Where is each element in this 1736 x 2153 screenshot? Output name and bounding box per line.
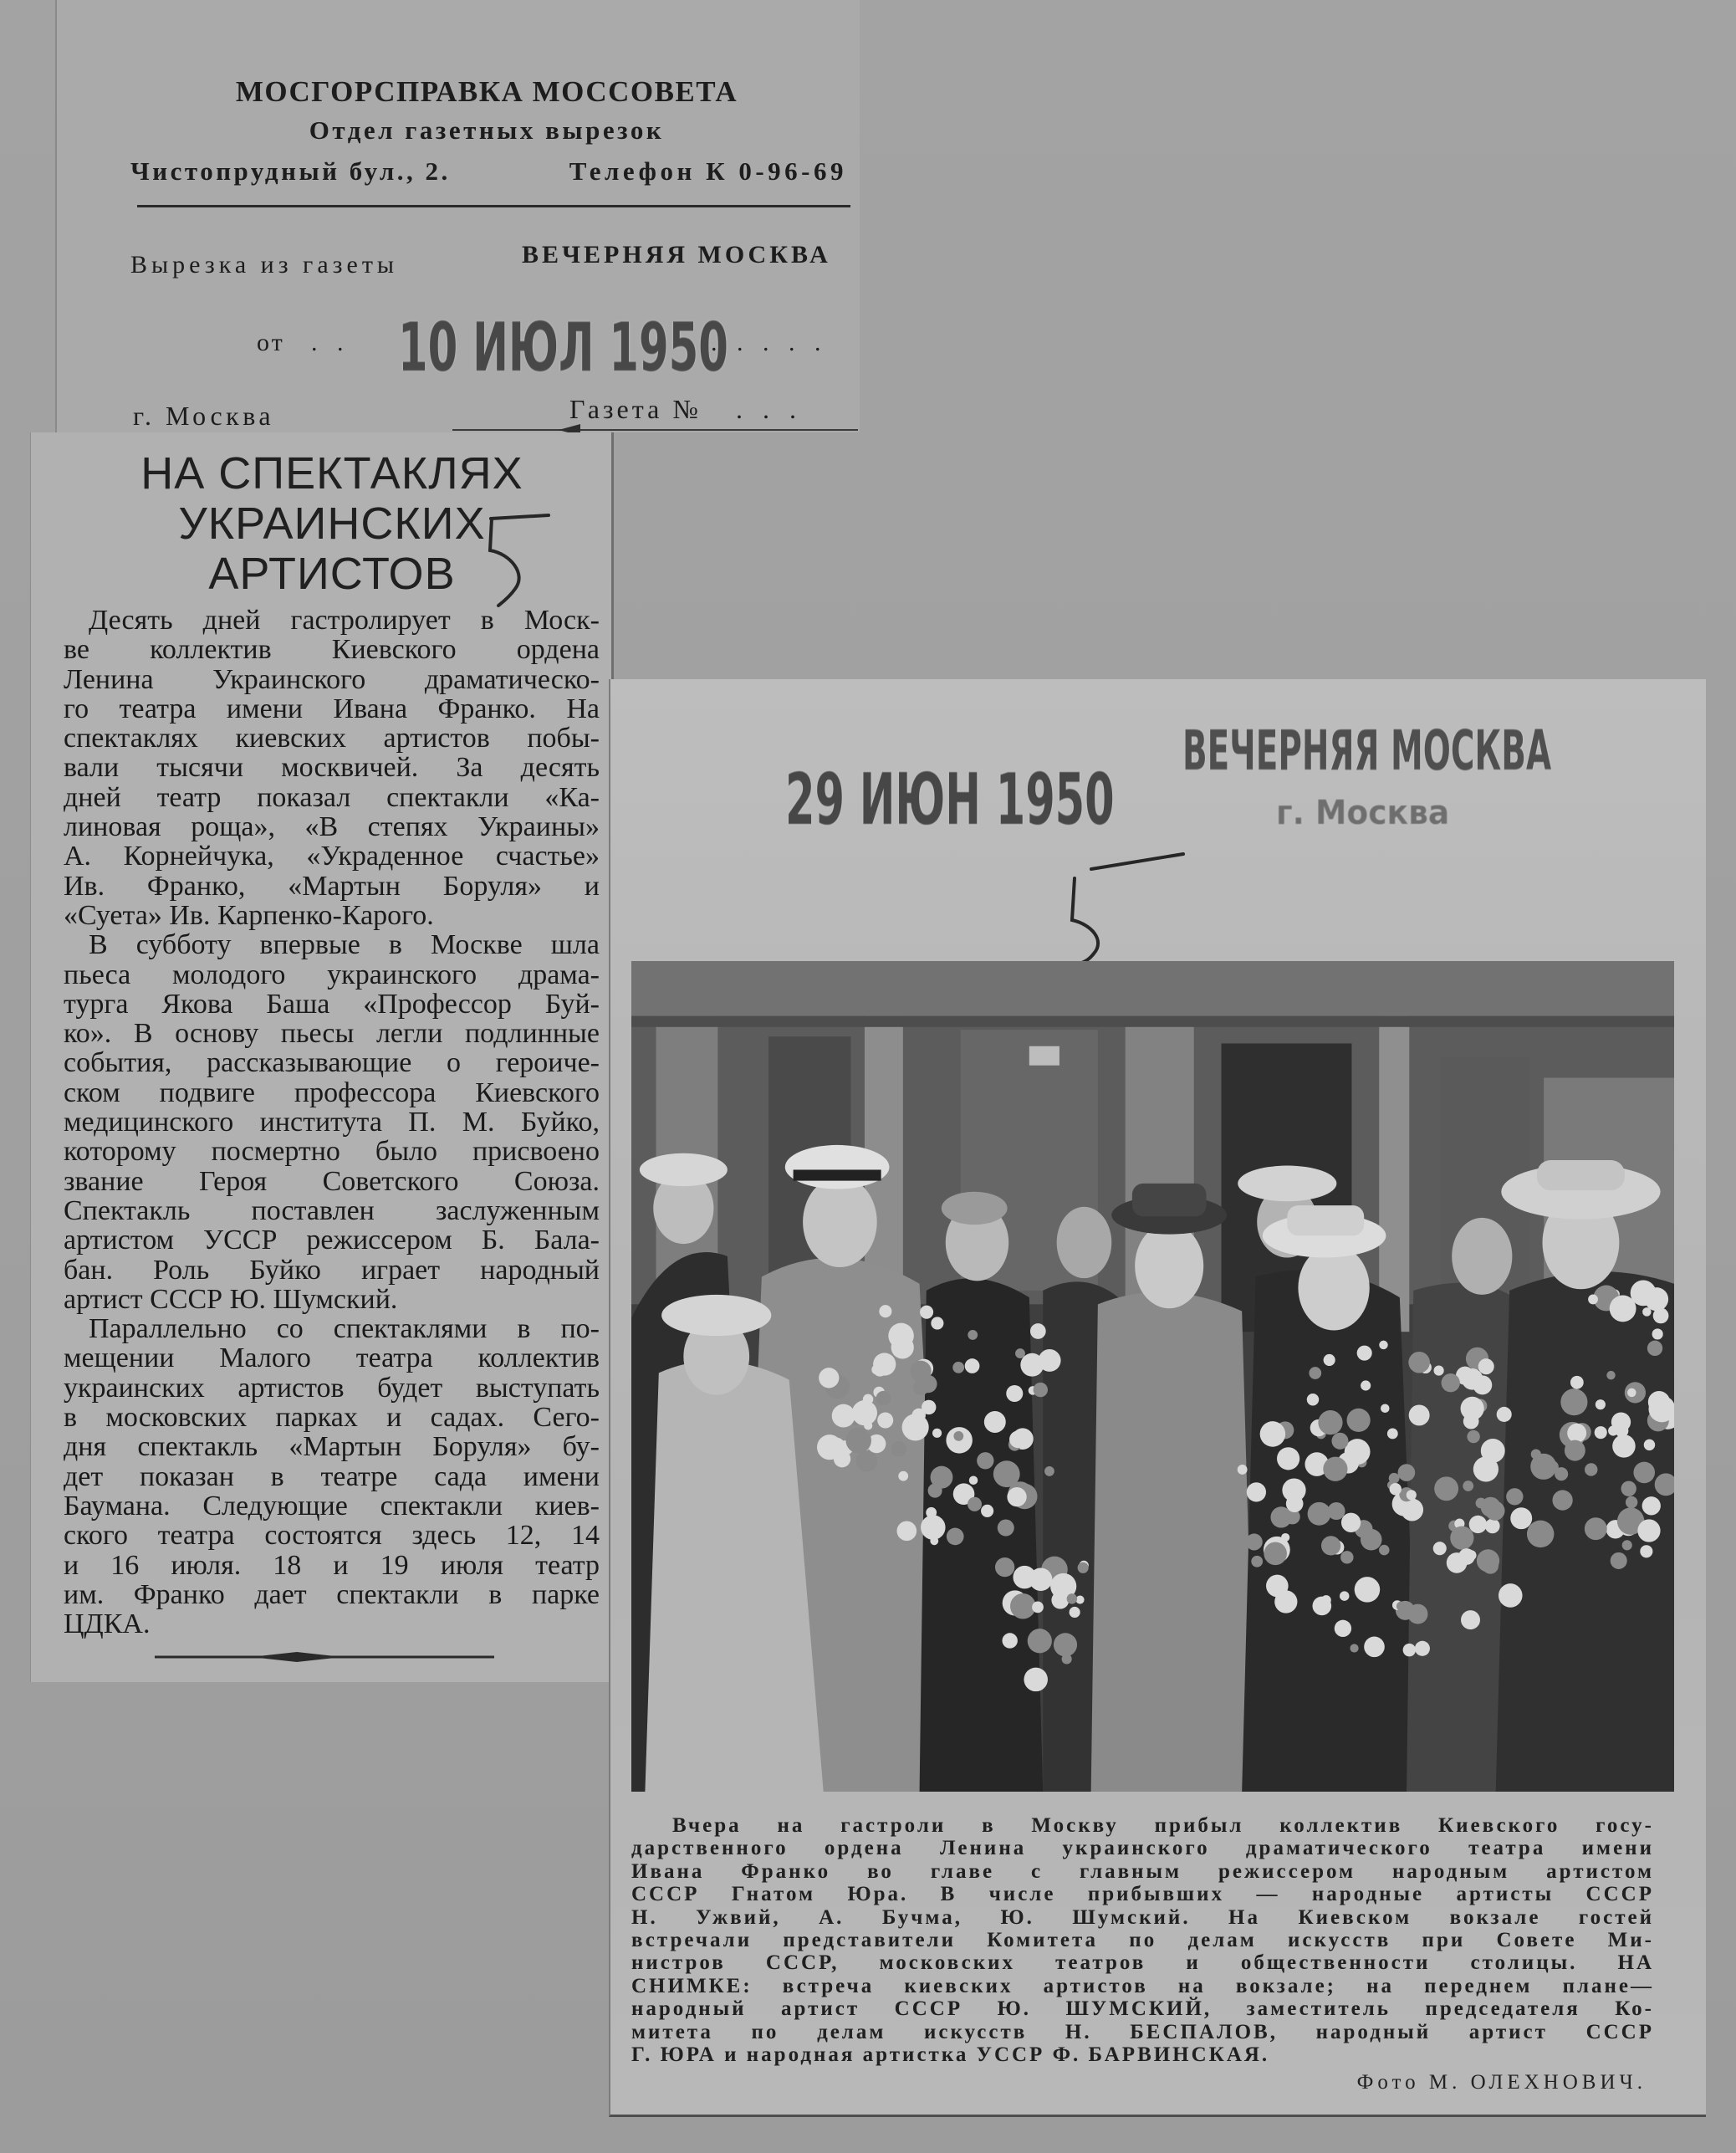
date-stamp: 29 ИЮН 1950: [785, 759, 1115, 841]
flower-blossom: [1648, 1395, 1674, 1422]
caption-line: СНИМКЕ: встреча киевских артистов на вокзале; на переднем плане—: [631, 1974, 1654, 1997]
flower-blossom: [1340, 1591, 1349, 1600]
flower-blossom: [1381, 1404, 1390, 1413]
flower-blossom: [1461, 1610, 1480, 1629]
date-stamp: 10 ИЮЛ 1950: [398, 309, 728, 386]
article-line: в московских парках и садах. Сего-: [64, 1402, 600, 1434]
flower-blossom: [1552, 1490, 1572, 1510]
flower-blossom: [1447, 1552, 1468, 1573]
flower-blossom: [1626, 1496, 1637, 1508]
flower-blossom: [1481, 1439, 1505, 1463]
flower-blossom: [856, 1450, 877, 1471]
flower-blossom: [1355, 1577, 1381, 1603]
flower-blossom: [1408, 1352, 1430, 1373]
form-bottom-rule: [452, 429, 858, 431]
flower-blossom: [1499, 1583, 1523, 1608]
caption-line: нистров СССР, московских театров и общественности столицы. НА: [631, 1951, 1654, 1975]
address: Чистопрудный бул., 2.: [130, 156, 451, 186]
issue-dots: . . .: [736, 394, 803, 424]
article-line: Десять дней гастролирует в Моск-: [89, 605, 600, 636]
flower-blossom: [1633, 1462, 1655, 1484]
flower-blossom: [1020, 1353, 1044, 1377]
flower-blossom: [1433, 1542, 1447, 1555]
flower-blossom: [1631, 1280, 1657, 1306]
city-stamp: г. Москва: [1276, 794, 1450, 832]
article-line: артистом УССР режиссером Б. Бала-: [64, 1225, 600, 1256]
flower-blossom: [1570, 1376, 1584, 1389]
flower-blossom: [1401, 1499, 1423, 1521]
flower-blossom: [1389, 1473, 1400, 1484]
article-line: вали тысячи москвичей. За десять: [64, 752, 600, 784]
flower-blossom: [1323, 1457, 1347, 1481]
flower-blossom: [1560, 1388, 1587, 1415]
flower-blossom: [931, 1317, 943, 1329]
caption-line: встречали представители Комитета по делам искусств при Совете Ми-: [631, 1928, 1654, 1951]
photo-image: [631, 961, 1674, 1792]
flower-blossom: [896, 1521, 917, 1541]
flower-blossom: [1555, 1467, 1568, 1481]
article-line: ского театра состоятся здесь 12, 14: [64, 1520, 600, 1552]
article-line: которому посмертно было присвоено: [64, 1136, 600, 1168]
city: г. Москва: [133, 401, 275, 431]
article-line: мещении Малого театра коллектив: [64, 1342, 600, 1374]
flower-blossom: [1567, 1424, 1586, 1443]
flower-blossom: [1611, 1413, 1631, 1432]
flower-blossom: [1463, 1481, 1473, 1491]
flower-blossom: [1032, 1602, 1044, 1613]
flower-blossom: [1345, 1439, 1371, 1465]
flower-blossom: [1029, 1567, 1053, 1591]
flower-blossom: [1044, 1466, 1054, 1476]
flower-blossom: [1647, 1341, 1662, 1356]
caption-line: народный артист СССР Ю. ШУМСКИЙ, заместитель председателя Ко-: [631, 1997, 1654, 2021]
flower-blossom: [1361, 1380, 1371, 1390]
flower-blossom: [1462, 1368, 1483, 1390]
flower-blossom: [1324, 1354, 1335, 1366]
caption-line: Г. ЮРА и народная артистка УССР Ф. БАРВИНСКАЯ.: [631, 2043, 1270, 2066]
flower-blossom: [1034, 1383, 1048, 1397]
flower-blossom: [1390, 1483, 1402, 1495]
article-line: линовая роща», «В степях Украины»: [64, 811, 600, 843]
flower-blossom: [819, 1368, 839, 1388]
form-divider: [137, 205, 850, 207]
flower-blossom: [1476, 1498, 1487, 1509]
handwritten-mark: [477, 502, 560, 611]
flower-blossom: [876, 1391, 891, 1406]
flower-blossom: [1308, 1502, 1331, 1526]
flower-blossom: [1531, 1449, 1541, 1459]
flower-blossom: [1565, 1440, 1585, 1461]
flower-blossom: [1270, 1506, 1291, 1527]
flower-blossom: [871, 1365, 881, 1375]
flower-blossom: [1379, 1545, 1389, 1555]
caption-line: Н. Ужвий, А. Бучма, Ю. Шумский. На Киевском вокзале гостей: [631, 1905, 1654, 1929]
article-line: Параллельно со спектаклями в по-: [89, 1313, 600, 1345]
caption-line: СССР Гнатом Юра. В числе прибывших — народные артисты СССР: [631, 1883, 1654, 1906]
flower-blossom: [1485, 1501, 1504, 1521]
flower-blossom: [926, 1507, 937, 1518]
article-line: А. Корнейчука, «Украденное счастье»: [64, 841, 600, 872]
flower-blossom: [1357, 1346, 1372, 1361]
photo: [631, 961, 1674, 1792]
flower-blossom: [1009, 1430, 1027, 1448]
flower-blossom: [1030, 1323, 1046, 1339]
flower-blossom: [1264, 1542, 1287, 1566]
article-line: украинских артистов будет выступать: [64, 1372, 600, 1404]
newspaper-stamp: ВЕЧЕРНЯЯ МОСКВА: [1182, 719, 1552, 783]
newspaper-name: ВЕЧЕРНЯЯ МОСКВА: [522, 241, 831, 268]
article-line: ском подвиге профессора Киевского: [64, 1076, 600, 1108]
flower-blossom: [1621, 1481, 1636, 1496]
flower-blossom: [877, 1413, 893, 1429]
flower-blossom: [995, 1557, 1014, 1577]
date-label: от: [257, 329, 285, 356]
flower-blossom: [1434, 1476, 1458, 1501]
flower-blossom: [1312, 1597, 1331, 1616]
issue-label: Газета №: [569, 394, 702, 424]
flower-blossom: [921, 1515, 946, 1540]
flower-blossom: [1028, 1629, 1052, 1653]
flower-blossom: [891, 1336, 914, 1358]
flower-blossom: [1266, 1575, 1289, 1598]
flower-blossom: [1006, 1385, 1023, 1402]
title-line: НА СПЕКТАКЛЯХ: [140, 448, 523, 499]
flower-blossom: [1070, 1607, 1080, 1618]
flower-blossom: [1387, 1429, 1398, 1440]
flower-blossom: [1485, 1519, 1500, 1534]
flower-blossom: [1347, 1409, 1371, 1432]
flower-blossom: [1350, 1644, 1358, 1652]
flower-blossom: [1611, 1552, 1627, 1569]
flower-blossom: [1450, 1527, 1473, 1550]
flower-blossom: [1078, 1562, 1089, 1573]
flower-blossom: [879, 1305, 891, 1317]
flower-blossom: [952, 1362, 964, 1373]
flower-blossom: [981, 1505, 993, 1517]
caption-line: Вчера на гастроли в Москву прибыл коллектив Киевского госу-: [672, 1814, 1654, 1837]
flower-blossom: [1408, 1604, 1428, 1624]
flower-blossom: [965, 1358, 980, 1373]
flower-blossom: [1398, 1464, 1416, 1481]
article-line: звание Героя Советского Союза.: [64, 1165, 600, 1197]
flower-blossom: [928, 1484, 942, 1498]
article-line: го театра имени Ивана Франко. На: [64, 693, 600, 724]
flower-blossom: [1054, 1633, 1077, 1656]
flower-blossom: [1622, 1540, 1632, 1550]
flower-blossom: [1478, 1358, 1494, 1374]
article-line: и 16 июля. 18 и 19 июля театр: [64, 1549, 600, 1581]
article-body: [64, 606, 600, 1639]
flower-blossom: [1309, 1367, 1321, 1379]
flower-blossom: [1477, 1549, 1499, 1572]
flower-blossom: [1331, 1433, 1348, 1450]
flower-blossom: [1434, 1366, 1444, 1376]
article-line: Баумана. Следующие спектакли киев-: [64, 1490, 600, 1521]
flower-blossom: [1003, 1633, 1018, 1648]
flower-blossom: [1379, 1341, 1388, 1350]
photo-caption: [631, 1814, 1654, 2066]
caption-line: митета по делам искусств Н. БЕСПАЛОВ, народный артист СССР: [631, 2020, 1654, 2043]
flower-blossom: [1606, 1371, 1616, 1380]
flower-blossom: [998, 1520, 1014, 1537]
flower-blossom: [1461, 1397, 1484, 1420]
ornament-divider: [142, 1646, 510, 1668]
flower-blossom: [1007, 1487, 1026, 1506]
date-dots-after: . . . . .: [711, 329, 828, 356]
flower-blossom: [1335, 1620, 1351, 1637]
flower-blossom: [1467, 1430, 1479, 1443]
flower-blossom: [1321, 1536, 1340, 1555]
flower-blossom: [1510, 1507, 1532, 1529]
flower-blossom: [920, 1306, 933, 1319]
flower-blossom: [1396, 1602, 1406, 1611]
article-line: ве коллектив Киевского ордена: [64, 634, 600, 666]
flower-blossom: [968, 1330, 978, 1340]
flower-blossom: [910, 1361, 931, 1382]
flower-blossom: [1527, 1521, 1554, 1547]
flower-blossom: [1642, 1496, 1661, 1515]
flower-blossom: [1246, 1533, 1263, 1550]
article-line: пьеса молодого украинского драма-: [64, 959, 600, 990]
article-line: спектаклях киевских артистов побы-: [64, 723, 600, 754]
handwritten-mark: [1045, 836, 1196, 970]
article-line: турга Якова Баша «Профессор Буй-: [64, 988, 600, 1020]
flower-blossom: [1024, 1668, 1048, 1692]
flower-blossom: [977, 1452, 993, 1469]
article-line: ЦДКА.: [64, 1608, 151, 1640]
flower-blossom: [1281, 1533, 1289, 1542]
flower-blossom: [947, 1528, 964, 1546]
flower-blossom: [1409, 1404, 1430, 1425]
flower-blossom: [932, 1429, 942, 1438]
flower-blossom: [984, 1411, 1006, 1433]
flower-blossom: [1286, 1495, 1304, 1512]
article-line: «Суета» Ив. Карпенко-Карого.: [64, 899, 434, 931]
article-line: медицинского института П. М. Буйко,: [64, 1107, 600, 1138]
flower-blossom: [1442, 1373, 1460, 1392]
caption-line: дарственного ордена Ленина украинского драматического театра имени: [631, 1837, 1654, 1860]
flower-blossom: [1612, 1434, 1636, 1458]
article-line: дней театр показал спектакли «Ка-: [64, 781, 600, 813]
flower-blossom: [1260, 1421, 1286, 1447]
article-line: ко». В основу пьесы легли подлинные: [64, 1018, 600, 1050]
flower-blossom: [1644, 1440, 1655, 1450]
article-line: бан. Роль Буйко играет народный: [64, 1254, 600, 1286]
flower-blossom: [1067, 1593, 1077, 1603]
flower-blossom: [953, 1431, 963, 1441]
flower-blossom: [1596, 1399, 1606, 1409]
flower-blossom: [891, 1441, 906, 1457]
flower-blossom: [1588, 1295, 1598, 1305]
flower-blossom: [1277, 1447, 1299, 1470]
flower-blossom: [845, 1428, 871, 1454]
flower-blossom: [1340, 1551, 1353, 1563]
flower-blossom: [1010, 1593, 1036, 1619]
clipping-from-label: Вырезка из газеты: [130, 251, 399, 279]
flower-blossom: [1415, 1641, 1430, 1656]
flower-blossom: [817, 1434, 842, 1460]
flower-blossom: [1506, 1488, 1523, 1505]
article-line: В субботу впервые в Москве шла: [89, 929, 600, 961]
flower-blossom: [1637, 1519, 1660, 1542]
flower-blossom: [1407, 1490, 1417, 1500]
flower-blossom: [1307, 1394, 1319, 1405]
flower-blossom: [930, 1537, 938, 1545]
photo-credit: Фото М. ОЛЕХНОВИЧ.: [1356, 2071, 1647, 2094]
flower-blossom: [1627, 1388, 1636, 1398]
flower-blossom: [832, 1404, 855, 1428]
article-line: дет показан в театре сада имени: [64, 1460, 600, 1492]
title-line: УКРАИНСКИХ: [178, 499, 486, 549]
flower-blossom: [1364, 1637, 1385, 1658]
flower-blossom: [1652, 1328, 1663, 1339]
department-name: Отдел газетных вырезок: [309, 115, 665, 145]
flower-blossom: [1238, 1465, 1248, 1475]
flower-blossom: [1251, 1556, 1263, 1567]
flower-blossom: [1497, 1407, 1512, 1422]
title-line: АРТИСТОВ: [208, 549, 456, 599]
phone: Телефон К 0-96-69: [569, 156, 847, 186]
article-line: артист СССР Ю. Шумский.: [64, 1283, 398, 1315]
article-line: Ив. Франко, «Мартын Боруля» и: [64, 870, 600, 902]
flower-blossom: [898, 1471, 908, 1481]
flower-blossom: [1595, 1426, 1607, 1439]
article-line: им. Франко дает спектакли в парке: [64, 1578, 600, 1610]
article-line: Ленина Украинского драматическо-: [64, 663, 600, 695]
article-line: события, рассказывающие о героиче-: [64, 1047, 600, 1079]
date-dots-before: . .: [311, 329, 350, 356]
caption-line: Ивана Франко во главе с главным режиссером народным артистом: [631, 1859, 1654, 1883]
flower-blossom: [852, 1400, 877, 1425]
article-line: Спектакль поставлен заслуженным: [64, 1194, 600, 1226]
flower-blossom: [902, 1414, 929, 1440]
flower-blossom: [1585, 1517, 1607, 1540]
flower-blossom: [1585, 1463, 1597, 1475]
flower-blossom: [1247, 1482, 1266, 1501]
flower-blossom: [1640, 1545, 1652, 1557]
flower-blossom: [1361, 1529, 1382, 1551]
flower-blossom: [968, 1497, 982, 1511]
flower-blossom: [1469, 1516, 1487, 1533]
flower-blossom: [1341, 1513, 1361, 1532]
flower-blossom: [969, 1475, 978, 1485]
flower-blossom: [1403, 1644, 1416, 1656]
article-line: дня спектакль «Мартын Боруля» бу-: [64, 1431, 600, 1463]
flower-blossom: [1318, 1410, 1342, 1434]
org-name: МОСГОРСПРАВКА МОССОВЕТА: [235, 75, 738, 108]
